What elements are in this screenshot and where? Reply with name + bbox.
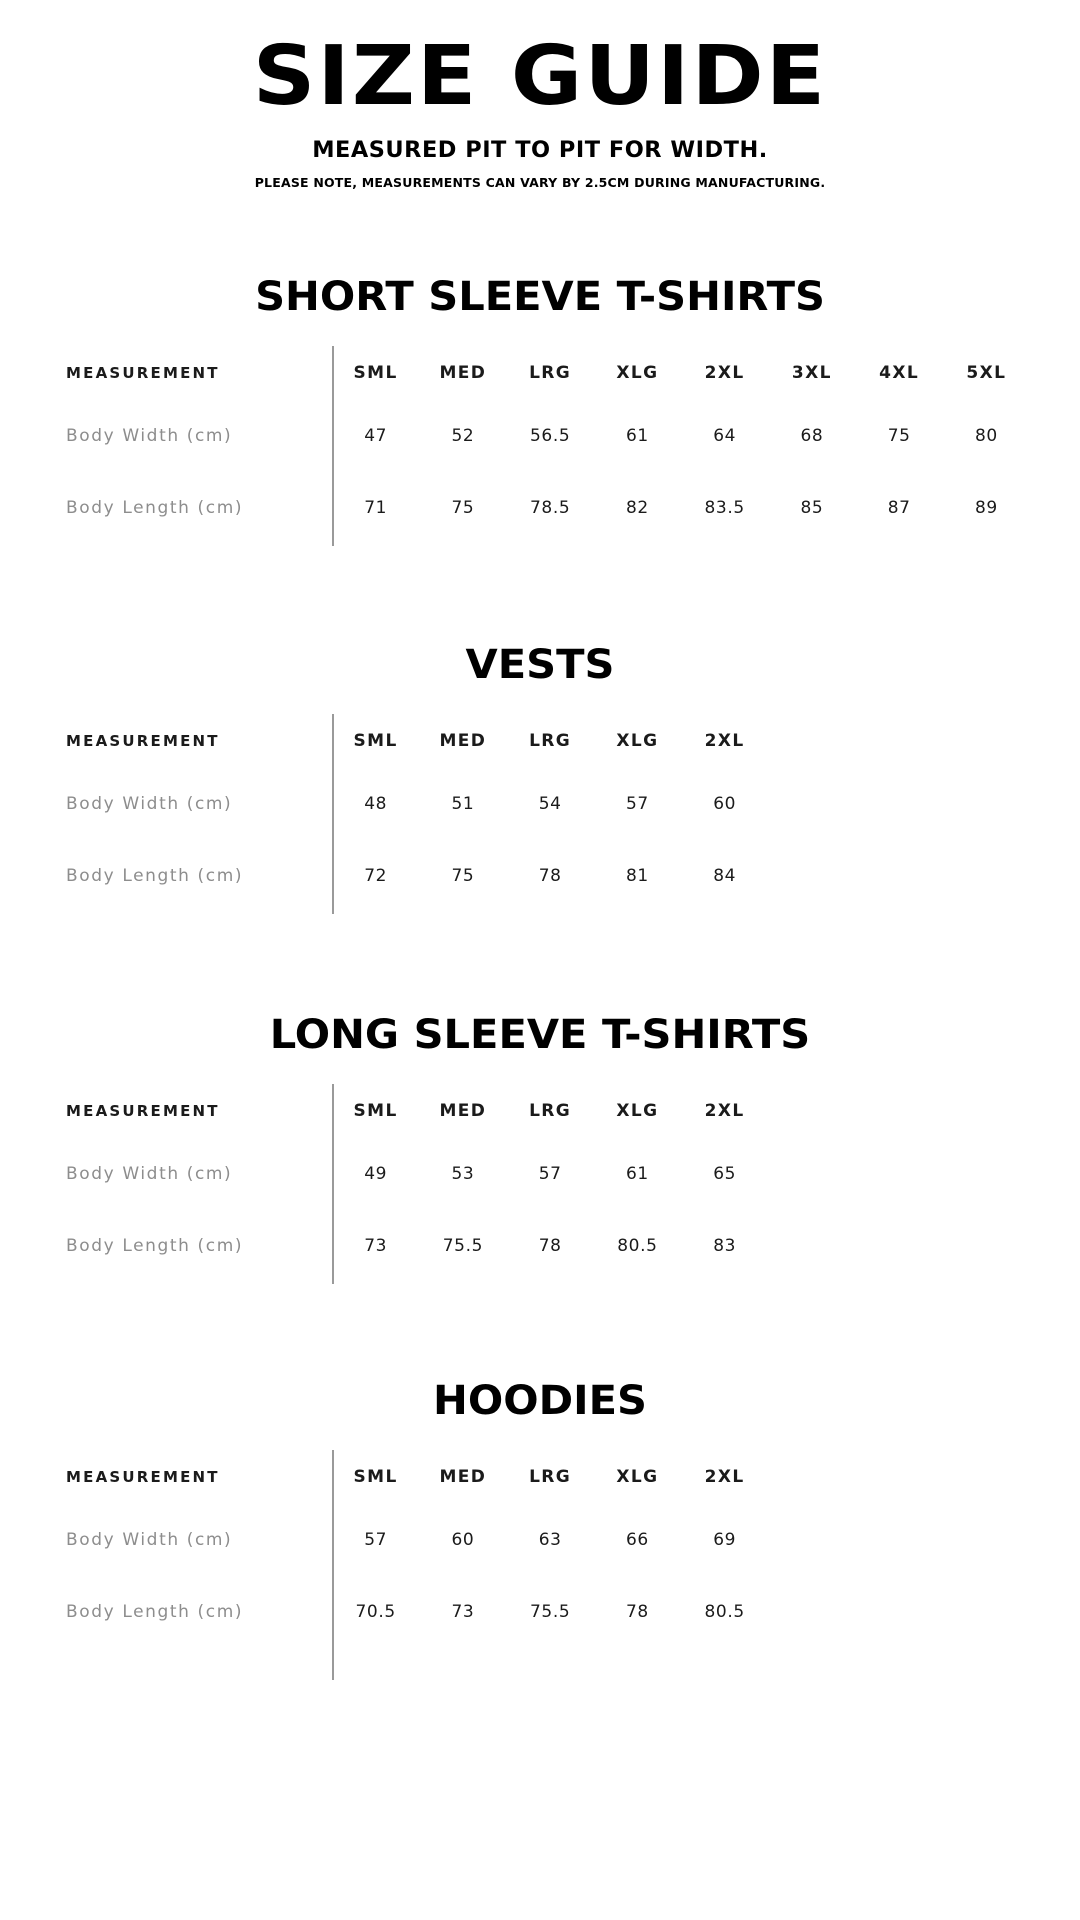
empty-cell <box>768 1210 855 1282</box>
manufacturing-note: PLEASE NOTE, MEASUREMENTS CAN VARY BY 2.5CM DURING MANUFACTURING. <box>254 174 826 190</box>
section-title: HOODIES <box>433 1377 647 1424</box>
row-label: Body Width (cm) <box>66 1163 233 1184</box>
empty-cell <box>768 768 855 840</box>
table-cell: 83.5 <box>704 497 745 518</box>
table-cell: 81 <box>625 865 649 886</box>
empty-cell <box>943 1210 1030 1282</box>
empty-cell <box>943 714 1030 768</box>
empty-cell <box>856 1084 943 1138</box>
table-wrapper <box>0 1084 1080 1282</box>
size-header: SML <box>353 1100 398 1121</box>
table-cell: 80.5 <box>704 1601 745 1622</box>
table-cell: 64 <box>713 425 737 446</box>
empty-cell <box>768 714 855 768</box>
section-title: SHORT SLEEVE T-SHIRTS <box>255 273 825 320</box>
table-cell: 56.5 <box>529 425 571 446</box>
table-cell: 75.5 <box>529 1601 571 1622</box>
table-cell: 51 <box>451 793 475 814</box>
table-cell: 71 <box>364 497 388 518</box>
table-cell: 70.5 <box>355 1601 396 1622</box>
table-cell: 89 <box>974 497 998 518</box>
table-cell: 57 <box>364 1529 388 1550</box>
empty-cell <box>856 1504 943 1576</box>
row-label: Body Length (cm) <box>66 865 244 886</box>
section-title: LONG SLEEVE T-SHIRTS <box>269 1011 811 1058</box>
table-cell: 75.5 <box>442 1235 483 1256</box>
size-header: 2XL <box>704 1466 745 1487</box>
size-header: 4XL <box>879 362 920 383</box>
table-cell: 60 <box>713 793 737 814</box>
size-header: XLG <box>616 730 659 751</box>
size-header: XLG <box>616 1466 659 1487</box>
size-header: MED <box>439 1100 487 1121</box>
row-label: Body Length (cm) <box>66 1601 244 1622</box>
size-header: LRG <box>529 1100 572 1121</box>
measurement-header: MEASUREMENT <box>66 1467 220 1486</box>
size-header: LRG <box>529 730 572 751</box>
table-cell: 53 <box>451 1163 475 1184</box>
empty-cell <box>768 1138 855 1210</box>
table-row <box>66 1210 1030 1282</box>
size-header: MED <box>439 362 487 383</box>
empty-cell <box>943 768 1030 840</box>
table-cell: 66 <box>625 1529 649 1550</box>
table-divider <box>332 346 334 546</box>
table-cell: 65 <box>713 1163 737 1184</box>
table-cell: 84 <box>713 865 737 886</box>
empty-cell <box>856 1576 943 1648</box>
table-wrapper <box>0 346 1080 544</box>
size-header: LRG <box>529 362 572 383</box>
table-wrapper <box>0 714 1080 912</box>
empty-cell <box>768 1504 855 1576</box>
empty-cell <box>943 1576 1030 1648</box>
measurement-header: MEASUREMENT <box>66 363 220 382</box>
table-cell: 73 <box>451 1601 475 1622</box>
table-row <box>66 472 1030 544</box>
table-cell: 54 <box>538 793 562 814</box>
size-header: MED <box>439 730 487 751</box>
table-row <box>66 1138 1030 1210</box>
table-cell: 52 <box>451 425 475 446</box>
table-cell: 78 <box>538 865 562 886</box>
table-cell: 75 <box>451 497 475 518</box>
table-cell: 69 <box>713 1529 737 1550</box>
empty-cell <box>856 1450 943 1504</box>
table-cell: 75 <box>887 425 911 446</box>
size-table-vests <box>66 714 1030 912</box>
size-header: 3XL <box>791 362 832 383</box>
empty-cell <box>943 1450 1030 1504</box>
empty-cell <box>943 1138 1030 1210</box>
empty-cell <box>768 1576 855 1648</box>
table-row <box>66 1576 1030 1648</box>
size-header: 2XL <box>704 730 745 751</box>
section-long-sleeve-tshirts <box>0 1012 1080 1282</box>
table-cell: 60 <box>451 1529 475 1550</box>
table-row <box>66 1504 1030 1576</box>
table-cell: 78 <box>625 1601 649 1622</box>
empty-cell <box>856 714 943 768</box>
section-title: VESTS <box>465 641 615 688</box>
table-row <box>66 400 1030 472</box>
empty-cell <box>768 1084 855 1138</box>
row-label: Body Width (cm) <box>66 425 233 446</box>
table-cell: 72 <box>364 865 388 886</box>
table-cell: 47 <box>364 425 388 446</box>
size-header: LRG <box>529 1466 572 1487</box>
table-header-row <box>66 346 1030 400</box>
size-header: SML <box>353 362 398 383</box>
table-cell: 48 <box>364 793 388 814</box>
table-row <box>66 840 1030 912</box>
row-label: Body Width (cm) <box>66 1529 233 1550</box>
empty-cell <box>856 1210 943 1282</box>
size-header: SML <box>353 730 398 751</box>
table-cell: 82 <box>625 497 649 518</box>
size-table-long-sleeve <box>66 1084 1030 1282</box>
table-divider <box>332 1450 334 1680</box>
table-cell: 83 <box>713 1235 737 1256</box>
page-subtitle: MEASURED PIT TO PIT FOR WIDTH. <box>312 137 768 163</box>
table-cell: 61 <box>625 1163 649 1184</box>
table-header-row <box>66 1084 1030 1138</box>
empty-cell <box>856 768 943 840</box>
table-cell: 80 <box>974 425 998 446</box>
table-cell: 73 <box>364 1235 388 1256</box>
table-cell: 85 <box>800 497 824 518</box>
table-cell: 61 <box>625 425 649 446</box>
table-cell: 57 <box>625 793 649 814</box>
empty-cell <box>943 1084 1030 1138</box>
size-table-short-sleeve <box>66 346 1030 544</box>
table-cell: 78 <box>538 1235 562 1256</box>
size-header: 2XL <box>704 362 745 383</box>
table-cell: 68 <box>800 425 824 446</box>
size-header: XLG <box>616 1100 659 1121</box>
size-header: 5XL <box>966 362 1007 383</box>
page-header <box>0 0 1080 190</box>
table-divider <box>332 1084 334 1284</box>
size-table-hoodies <box>66 1450 1030 1648</box>
size-header: 2XL <box>704 1100 745 1121</box>
section-hoodies <box>0 1378 1080 1648</box>
size-header: XLG <box>616 362 659 383</box>
table-row <box>66 768 1030 840</box>
table-header-row <box>66 714 1030 768</box>
empty-cell <box>943 1504 1030 1576</box>
size-header: MED <box>439 1466 487 1487</box>
size-header: SML <box>353 1466 398 1487</box>
table-cell: 87 <box>887 497 911 518</box>
empty-cell <box>768 840 855 912</box>
empty-cell <box>943 840 1030 912</box>
empty-cell <box>856 840 943 912</box>
row-label: Body Length (cm) <box>66 497 244 518</box>
table-cell: 78.5 <box>529 497 571 518</box>
table-wrapper <box>0 1450 1080 1648</box>
table-cell: 80.5 <box>617 1235 658 1256</box>
page-title: SIZE GUIDE <box>252 29 828 124</box>
empty-cell <box>856 1138 943 1210</box>
row-label: Body Length (cm) <box>66 1235 244 1256</box>
section-vests <box>0 642 1080 912</box>
measurement-header: MEASUREMENT <box>66 731 220 750</box>
empty-cell <box>768 1450 855 1504</box>
section-short-sleeve-tshirts <box>0 274 1080 544</box>
measurement-header: MEASUREMENT <box>66 1101 220 1120</box>
table-cell: 63 <box>538 1529 562 1550</box>
table-header-row <box>66 1450 1030 1504</box>
row-label: Body Width (cm) <box>66 793 233 814</box>
table-cell: 49 <box>364 1163 388 1184</box>
table-cell: 57 <box>538 1163 562 1184</box>
table-cell: 75 <box>451 865 475 886</box>
table-divider <box>332 714 334 914</box>
